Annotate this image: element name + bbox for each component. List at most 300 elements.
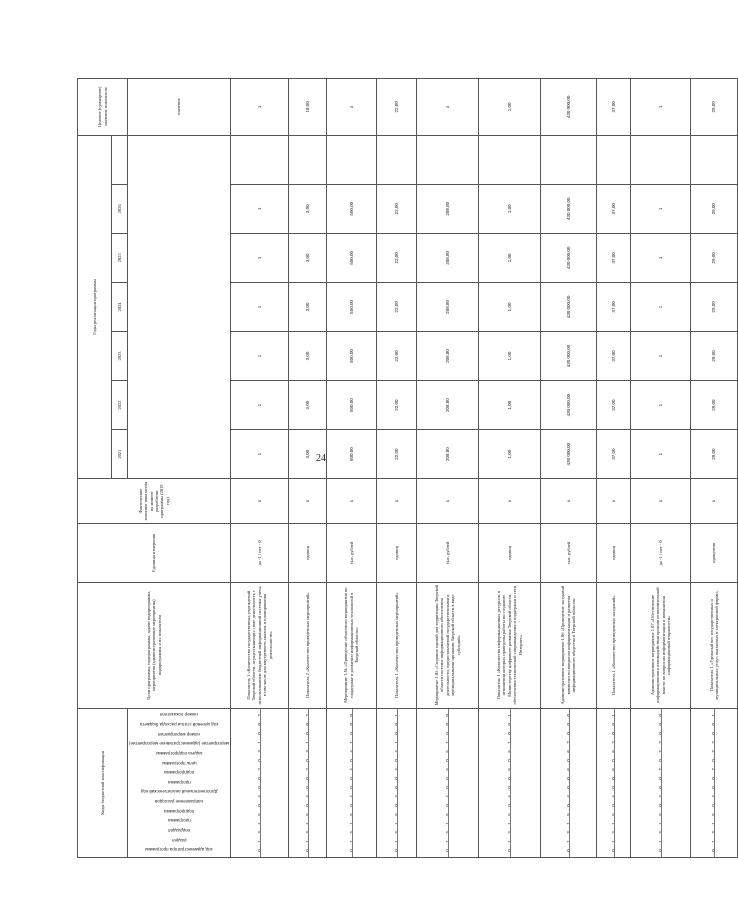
row-year-value: 3,00: [289, 233, 327, 282]
row-year-value: 1,00: [479, 233, 541, 282]
table-row: [597, 79, 631, 858]
row-unit: единиц: [377, 524, 417, 583]
code-digit: 1: [610, 822, 616, 825]
row-year-value: 1,00: [479, 430, 541, 479]
code-digit: 0: [711, 849, 717, 852]
code-digit: 0: [565, 786, 571, 789]
row-year-value: 1: [231, 381, 289, 430]
row-codes: [327, 708, 377, 857]
row-year-value: 1: [631, 184, 691, 233]
row-name: Показатель 1 «Количество информационных ресурсов, в отношении которых проведены работы по созданию Министерству цифрового развития Тверской области, обеспечения технической сопровождения и поддержки и сети Интернет»: [479, 582, 541, 708]
row-year-value: 29,00: [691, 430, 738, 479]
row-year-value: 29,00: [691, 381, 738, 430]
row-name: Показатель 1 «Количество государственных учреждений Тверской области, осуществляющих свою деятельность с использованием бюджетной информационной системы учета, в том числе для внутреннего анализа и планирования деятельности»: [231, 582, 289, 708]
code-digit: 1: [444, 840, 450, 843]
code-digit: 6: [565, 750, 571, 753]
row-spare: [417, 135, 479, 184]
table-row: [289, 79, 327, 858]
table-row: [691, 79, 738, 858]
code-digit: 5: [348, 813, 354, 816]
code-digit: 5: [506, 768, 512, 771]
row-year-value: 22,00: [377, 184, 417, 233]
code-digit: 2: [256, 714, 262, 717]
table-row: [541, 79, 597, 858]
code-digit: 0: [304, 732, 310, 735]
code-digit: 0: [610, 732, 616, 735]
code-digit: 2: [610, 741, 616, 744]
row-codes: [417, 708, 479, 857]
row-year-value: 430 000,00: [541, 184, 597, 233]
code-digit: 0: [711, 732, 717, 735]
row-final: 1,00: [479, 79, 541, 136]
code-digit: 4: [506, 795, 512, 798]
row-codes: [691, 708, 738, 857]
row-year-value: 1: [631, 282, 691, 331]
code-digit: 7: [711, 750, 717, 753]
code-digit: 1: [711, 822, 717, 825]
row-unit: единиц: [479, 524, 541, 583]
code-digit: 1: [506, 714, 512, 717]
row-name: Показатель 1 «Удельный вес государственных и муниципальных услуг, оказанных в электронной форме»: [691, 582, 738, 708]
row-final: 22,00: [377, 79, 417, 136]
row-year-value: 3,00: [289, 331, 327, 380]
row-spare: [691, 135, 738, 184]
code-digit: 1: [444, 741, 450, 744]
code-digit: 4: [393, 750, 399, 753]
code-digit: 0: [393, 777, 399, 780]
code-digit: 0: [256, 723, 262, 726]
table-row: [479, 79, 541, 858]
code-digit: 1: [610, 840, 616, 843]
code-digit: 0: [348, 723, 354, 726]
code-digit: 5: [393, 813, 399, 816]
code-digit: 1: [506, 741, 512, 744]
code-digit: 0: [711, 759, 717, 762]
code-digit: 5: [304, 813, 310, 816]
row-year-value: 430 000,00: [541, 233, 597, 282]
code-digit: 2: [304, 768, 310, 771]
code-digit: 7: [657, 750, 663, 753]
code-digit: 1: [304, 822, 310, 825]
code-digit: 0: [348, 777, 354, 780]
page-number: 24: [316, 453, 326, 464]
code-digit: 5: [711, 813, 717, 816]
code-digit: 3: [304, 831, 310, 834]
row-year-value: 37,00: [597, 184, 631, 233]
row-year-value: 208,80: [417, 282, 479, 331]
row-codes: [479, 708, 541, 857]
code-digit: 6: [565, 768, 571, 771]
code-digit: 1: [256, 840, 262, 843]
table-body: [231, 79, 738, 858]
row-year-value: 208,80: [417, 233, 479, 282]
code-digit: 0: [444, 732, 450, 735]
code-digit: 1: [348, 741, 354, 744]
row-year-value: 3,00: [289, 430, 327, 479]
row-year-value: 1,00: [479, 184, 541, 233]
code-digit: 5: [444, 750, 450, 753]
code-digit: 0: [393, 759, 399, 762]
table-row: [327, 79, 377, 858]
code-digit: 3: [711, 831, 717, 834]
row-year-value: 1,00: [479, 331, 541, 380]
hdr-goal-digit: цель программы: [161, 760, 197, 766]
code-digit: 0: [348, 732, 354, 735]
code-digit: 0: [565, 777, 571, 780]
row-year-value: 29,00: [691, 331, 738, 380]
hdr-admin: код администратора программы: [145, 847, 213, 853]
row-year-value: 37,00: [597, 381, 631, 430]
code-digit: 0: [657, 804, 663, 807]
row-final: 430 000,00: [541, 79, 597, 136]
row-year-value: 37,00: [597, 233, 631, 282]
code-digit: 1: [657, 840, 663, 843]
row-year-value: 1: [631, 233, 691, 282]
header-year-6: 2026: [112, 184, 128, 233]
header-unit: Единица измерения: [78, 524, 231, 583]
row-year-value: 22,00: [377, 430, 417, 479]
code-digit: 0: [610, 777, 616, 780]
code-digit: 1: [444, 822, 450, 825]
hdr-additional: Дополнительный аналитический код: [140, 789, 218, 795]
code-digit: 1: [393, 714, 399, 717]
row-name: Показатель 1 «Количество проведенных мероприятий»: [377, 582, 417, 708]
hdr-task-digit: задача подпрограммы: [155, 750, 203, 756]
row-fact: х: [541, 479, 597, 524]
row-final: 1: [231, 79, 289, 136]
row-name: Показатель 2 «Количество проведенных мероприятий»: [289, 582, 327, 708]
rotated-table-container: [77, 78, 720, 858]
row-name: Административное мероприятие 1.07 «Обеспечение информационного взаимодействия органов исполнительной власти по вопросам информатизации и повышения информационной открытости»: [631, 582, 691, 708]
code-digit: 2: [256, 768, 262, 771]
table-row: [417, 79, 479, 858]
row-spare: [231, 135, 289, 184]
row-year-value: 3,00: [289, 282, 327, 331]
table-row: [631, 79, 691, 858]
code-digit: 0: [565, 804, 571, 807]
row-year-value: 1: [631, 331, 691, 380]
row-unit: тыс. рублей: [327, 524, 377, 583]
row-year-value: 1: [231, 430, 289, 479]
row-year-value: 208,80: [417, 331, 479, 380]
row-year-value: 1,00: [479, 282, 541, 331]
code-digit: 0: [348, 849, 354, 852]
header-codes: Коды бюджетной классификации: [78, 708, 128, 857]
code-digit: 0: [610, 849, 616, 852]
hdr-event-num: номер мероприятия: [158, 731, 200, 737]
code-digit: 3: [610, 831, 616, 834]
code-digit: 0: [565, 714, 571, 717]
code-digit: 5: [444, 768, 450, 771]
row-unit: единиц: [289, 524, 327, 583]
code-digit: 5: [565, 813, 571, 816]
hdr-event-digit: мероприятие (административное мероприятие): [129, 741, 230, 747]
row-codes: [597, 708, 631, 857]
code-digit: 0: [657, 759, 663, 762]
code-digit: 1: [506, 840, 512, 843]
hdr-subsection: подраздел: [168, 827, 191, 833]
code-digit: 0: [444, 723, 450, 726]
code-digit: 0: [506, 786, 512, 789]
hdr-subprogram: подпрограмма: [163, 808, 195, 814]
code-digit: 0: [506, 732, 512, 735]
row-spare: [597, 135, 631, 184]
row-year-value: 208,80: [417, 381, 479, 430]
code-digit: 1: [393, 822, 399, 825]
hdr-target-group: код целевой статьи расхода бюджета: [139, 722, 219, 728]
row-codes: [289, 708, 327, 857]
row-year-value: 1: [231, 282, 289, 331]
code-digit: 0: [565, 759, 571, 762]
row-year-value: 29,00: [691, 282, 738, 331]
row-fact: х: [479, 479, 541, 524]
code-digit: 0: [348, 759, 354, 762]
code-digit: 0: [610, 759, 616, 762]
row-unit: да -1 / нет - 0: [231, 524, 289, 583]
hdr-direction: направление расходов: [155, 799, 204, 805]
row-year-value: 1: [231, 331, 289, 380]
code-digit: 0: [256, 849, 262, 852]
row-final: 37,00: [597, 79, 631, 136]
code-digit: 0: [657, 714, 663, 717]
row-year-value: 29,00: [691, 233, 738, 282]
row-fact: х: [231, 479, 289, 524]
row-year-value: 500,00: [327, 381, 377, 430]
code-digit: 0: [304, 777, 310, 780]
row-codes: [541, 708, 597, 857]
code-digit: 0: [565, 732, 571, 735]
row-name: Мероприятие 1.05 «Создание единой для территории Тверской области системы информационного обеспечения деятельности, предоставляемой государственными и муниципальными органами Тверской области в виде субсидий»: [417, 582, 479, 708]
row-unit: да -1 / нет - 0: [631, 524, 691, 583]
code-digit: 0: [610, 804, 616, 807]
code-digit: 0: [610, 786, 616, 789]
code-digit: 0: [304, 786, 310, 789]
code-digit: 0: [506, 723, 512, 726]
code-digit: 4: [610, 795, 616, 798]
code-digit: 4: [393, 795, 399, 798]
code-digit: 7: [657, 768, 663, 771]
row-spare: [479, 135, 541, 184]
code-digit: 0: [711, 777, 717, 780]
code-digit: 0: [711, 723, 717, 726]
code-digit: 1: [610, 714, 616, 717]
code-digit: 0: [348, 714, 354, 717]
row-year-value: 37,00: [597, 282, 631, 331]
code-digit: 0: [444, 759, 450, 762]
code-digit: 0: [657, 786, 663, 789]
row-unit: единиц: [597, 524, 631, 583]
code-digit: 0: [444, 786, 450, 789]
code-digit: 0: [657, 777, 663, 780]
code-digit: 3: [348, 831, 354, 834]
code-digit: 3: [256, 831, 262, 834]
header-final: Целевое (суммарное) значение показателя: [78, 79, 128, 136]
row-year-value: 1: [631, 430, 691, 479]
code-digit: 0: [711, 804, 717, 807]
code-digit: 0: [256, 777, 262, 780]
row-final: х: [417, 79, 479, 136]
code-digit: 0: [393, 804, 399, 807]
code-digit: 1: [304, 840, 310, 843]
code-digit: 3: [256, 750, 262, 753]
code-digit: 0: [304, 849, 310, 852]
header-year-spare: [112, 135, 128, 184]
row-fact: х: [289, 479, 327, 524]
row-year-value: 208,80: [417, 184, 479, 233]
header-year-4: 2024: [112, 282, 128, 331]
row-year-value: 37,00: [597, 331, 631, 380]
row-name: Мероприятие 1.№ «Проведение областного мероприятия по поддержке и развитию информационных технологий в Тверской области»: [327, 582, 377, 708]
code-digit: 1: [506, 822, 512, 825]
row-unit: тыс. рублей: [417, 524, 479, 583]
code-digit: 0: [565, 849, 571, 852]
code-digit: 0: [444, 714, 450, 717]
code-digit: 0: [657, 732, 663, 735]
row-unit: процентов: [691, 524, 738, 583]
hdr-program-digit: программа: [167, 779, 191, 785]
code-digit: 3: [444, 831, 450, 834]
row-spare: [289, 135, 327, 184]
code-digit: 4: [348, 768, 354, 771]
code-digit: 1: [711, 714, 717, 717]
code-digit: 0: [256, 804, 262, 807]
code-digit: 4: [565, 795, 571, 798]
code-digit: 1: [657, 822, 663, 825]
row-year-value: 500,00: [327, 184, 377, 233]
code-digit: 0: [304, 804, 310, 807]
code-digit: 0: [348, 786, 354, 789]
row-year-value: 500,00: [327, 233, 377, 282]
code-digit: 1: [256, 741, 262, 744]
header-fact: Фактическое значение показателя на момент разработки программы (2019 год): [78, 479, 231, 524]
row-year-value: 430 000,00: [541, 331, 597, 380]
header-year-1: 2021: [112, 430, 128, 479]
row-year-value: 430 000,00: [541, 381, 597, 430]
code-digit: 1: [348, 840, 354, 843]
program-indicators-table: [77, 78, 738, 858]
code-digit: 5: [610, 813, 616, 816]
code-digit: 1: [393, 840, 399, 843]
row-year-value: 3,00: [289, 184, 327, 233]
row-fact: х: [691, 479, 738, 524]
code-digit: 3: [304, 750, 310, 753]
code-digit: 1: [393, 741, 399, 744]
code-digit: 0: [393, 786, 399, 789]
hdr-section: раздел: [171, 837, 187, 843]
row-year-value: 1: [631, 381, 691, 430]
row-spare: [377, 135, 417, 184]
code-digit: 4: [657, 795, 663, 798]
code-digit: 7: [711, 768, 717, 771]
row-fact: х: [377, 479, 417, 524]
hdr-indicator-num: номер показателя: [160, 712, 198, 718]
code-digit: 0: [657, 723, 663, 726]
table-row: [231, 79, 289, 858]
code-digit: 4: [444, 795, 450, 798]
row-fact: х: [597, 479, 631, 524]
row-unit: тыс. рублей: [541, 524, 597, 583]
code-digit: 1: [304, 741, 310, 744]
row-final: 29,00: [691, 79, 738, 136]
row-year-value: 3,00: [289, 381, 327, 430]
code-digit: 0: [393, 732, 399, 735]
code-digit: 1: [565, 840, 571, 843]
row-year-value: 1,00: [479, 381, 541, 430]
code-digit: 0: [565, 723, 571, 726]
row-year-value: 500,00: [327, 331, 377, 380]
row-year-value: 208,80: [417, 430, 479, 479]
code-digit: 4: [348, 750, 354, 753]
hdr-subprogram-digit: подпрограмма: [163, 770, 195, 776]
code-digit: 5: [506, 813, 512, 816]
code-digit: 1: [348, 822, 354, 825]
code-digit: 0: [393, 723, 399, 726]
code-digit: 1: [565, 822, 571, 825]
code-digit: 2: [711, 741, 717, 744]
row-year-value: 1: [231, 184, 289, 233]
code-digit: 0: [304, 759, 310, 762]
code-digit: 6: [610, 768, 616, 771]
code-digit: 6: [610, 750, 616, 753]
code-digit: 4: [256, 795, 262, 798]
code-digit: 3: [393, 831, 399, 834]
row-fact: х: [631, 479, 691, 524]
row-year-value: 22,00: [377, 381, 417, 430]
row-codes: [231, 708, 289, 857]
row-name: Показатель 1 «Количество проведенных заседаний»: [597, 582, 631, 708]
code-digit: 0: [393, 849, 399, 852]
code-digit: 0: [256, 732, 262, 735]
row-fact: х: [327, 479, 377, 524]
code-digit: 0: [657, 849, 663, 852]
code-digit: 0: [506, 804, 512, 807]
header-years-blank: [128, 135, 231, 479]
code-digit: 3: [506, 831, 512, 834]
code-digit: 4: [393, 768, 399, 771]
code-digit: 3: [657, 831, 663, 834]
code-digit: 0: [506, 759, 512, 762]
table-row: [377, 79, 417, 858]
row-fact: х: [417, 479, 479, 524]
code-digit: 0: [506, 849, 512, 852]
code-digit: 1: [256, 822, 262, 825]
row-year-value: 37,00: [597, 430, 631, 479]
row-year-value: 500,00: [327, 282, 377, 331]
header-year-3: 2023: [112, 331, 128, 380]
code-digit: 2: [657, 741, 663, 744]
row-spare: [541, 135, 597, 184]
code-digit: 5: [256, 813, 262, 816]
code-digit: 0: [256, 786, 262, 789]
row-codes: [631, 708, 691, 857]
code-digit: 0: [610, 723, 616, 726]
row-year-value: 1: [231, 233, 289, 282]
row-spare: [327, 135, 377, 184]
code-digit: 0: [444, 804, 450, 807]
row-year-value: 430 000,00: [541, 430, 597, 479]
code-digit: 4: [711, 795, 717, 798]
hdr-program: программа: [167, 818, 191, 824]
code-digit: 0: [444, 777, 450, 780]
code-digit: 5: [657, 813, 663, 816]
row-name: Административное мероприятие 1.06 «Проведение заседаний комиссии по вопросам информатизации и развития информационного общества в Тверской области»: [541, 582, 597, 708]
code-digit: 2: [304, 714, 310, 717]
code-digit: 0: [711, 786, 717, 789]
header-year-5: 2025: [112, 233, 128, 282]
code-digit: 4: [348, 795, 354, 798]
header-code-digits: [128, 708, 231, 857]
header-years: Годы реализации программы: [78, 135, 112, 479]
